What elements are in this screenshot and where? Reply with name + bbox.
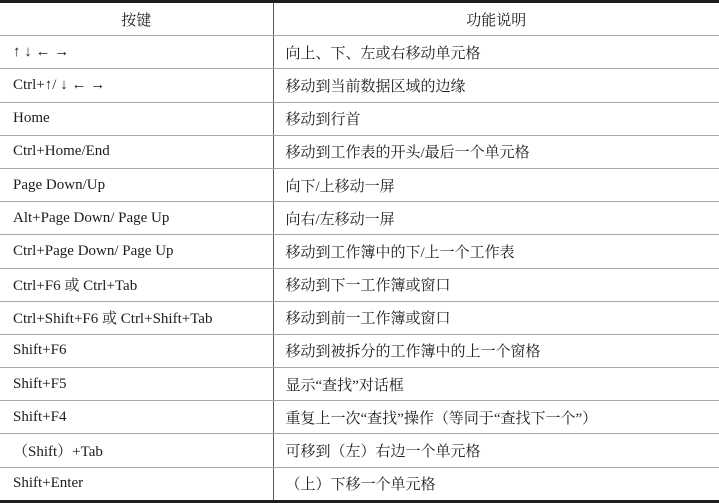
function-cell: 向上、下、左或右移动单元格 — [273, 36, 719, 69]
key-cell: Shift+F4 — [0, 401, 273, 434]
table-row — [0, 401, 719, 434]
table-row — [0, 135, 719, 168]
function-cell: 重复上一次“查找”操作（等同于“查找下一个”） — [273, 401, 719, 434]
function-cell: 移动到当前数据区域的边缘 — [273, 69, 719, 102]
function-cell: 移动到行首 — [273, 102, 719, 135]
table-row — [0, 334, 719, 367]
function-cell: 移动到工作簿中的下/上一个工作表 — [273, 235, 719, 268]
column-header-keys: 按键 — [0, 2, 273, 36]
function-cell: 向下/上移动一屏 — [273, 168, 719, 201]
table-row — [0, 467, 719, 501]
key-cell: （Shift）+Tab — [0, 434, 273, 467]
table-row — [0, 368, 719, 401]
table-row — [0, 69, 719, 102]
key-cell: Ctrl+F6 或 Ctrl+Tab — [0, 268, 273, 301]
table-row — [0, 168, 719, 201]
function-cell: 可移到（左）右边一个单元格 — [273, 434, 719, 467]
key-cell: Home — [0, 102, 273, 135]
table-row — [0, 434, 719, 467]
function-cell: 移动到前一工作簿或窗口 — [273, 301, 719, 334]
table-row — [0, 301, 719, 334]
key-cell: Page Down/Up — [0, 168, 273, 201]
header-row — [0, 2, 719, 36]
key-cell: Alt+Page Down/ Page Up — [0, 202, 273, 235]
key-cell: Shift+F6 — [0, 334, 273, 367]
key-cell: Ctrl+Home/End — [0, 135, 273, 168]
table-row — [0, 36, 719, 69]
key-cell: ↑ ↓ ← → — [0, 36, 273, 69]
function-cell: 移动到被拆分的工作簿中的上一个窗格 — [273, 334, 719, 367]
table-row — [0, 202, 719, 235]
key-cell: Shift+F5 — [0, 368, 273, 401]
function-cell: （上）下移一个单元格 — [273, 467, 719, 501]
function-cell: 显示“查找”对话框 — [273, 368, 719, 401]
key-cell: Ctrl+↑/ ↓ ← → — [0, 69, 273, 102]
function-cell: 移动到工作表的开头/最后一个单元格 — [273, 135, 719, 168]
key-cell: Ctrl+Page Down/ Page Up — [0, 235, 273, 268]
column-header-function: 功能说明 — [273, 2, 719, 36]
function-cell: 向右/左移动一屏 — [273, 202, 719, 235]
table-row — [0, 268, 719, 301]
key-cell: Shift+Enter — [0, 467, 273, 501]
key-cell: Ctrl+Shift+F6 或 Ctrl+Shift+Tab — [0, 301, 273, 334]
function-cell: 移动到下一工作簿或窗口 — [273, 268, 719, 301]
table-row — [0, 235, 719, 268]
table-row — [0, 102, 719, 135]
